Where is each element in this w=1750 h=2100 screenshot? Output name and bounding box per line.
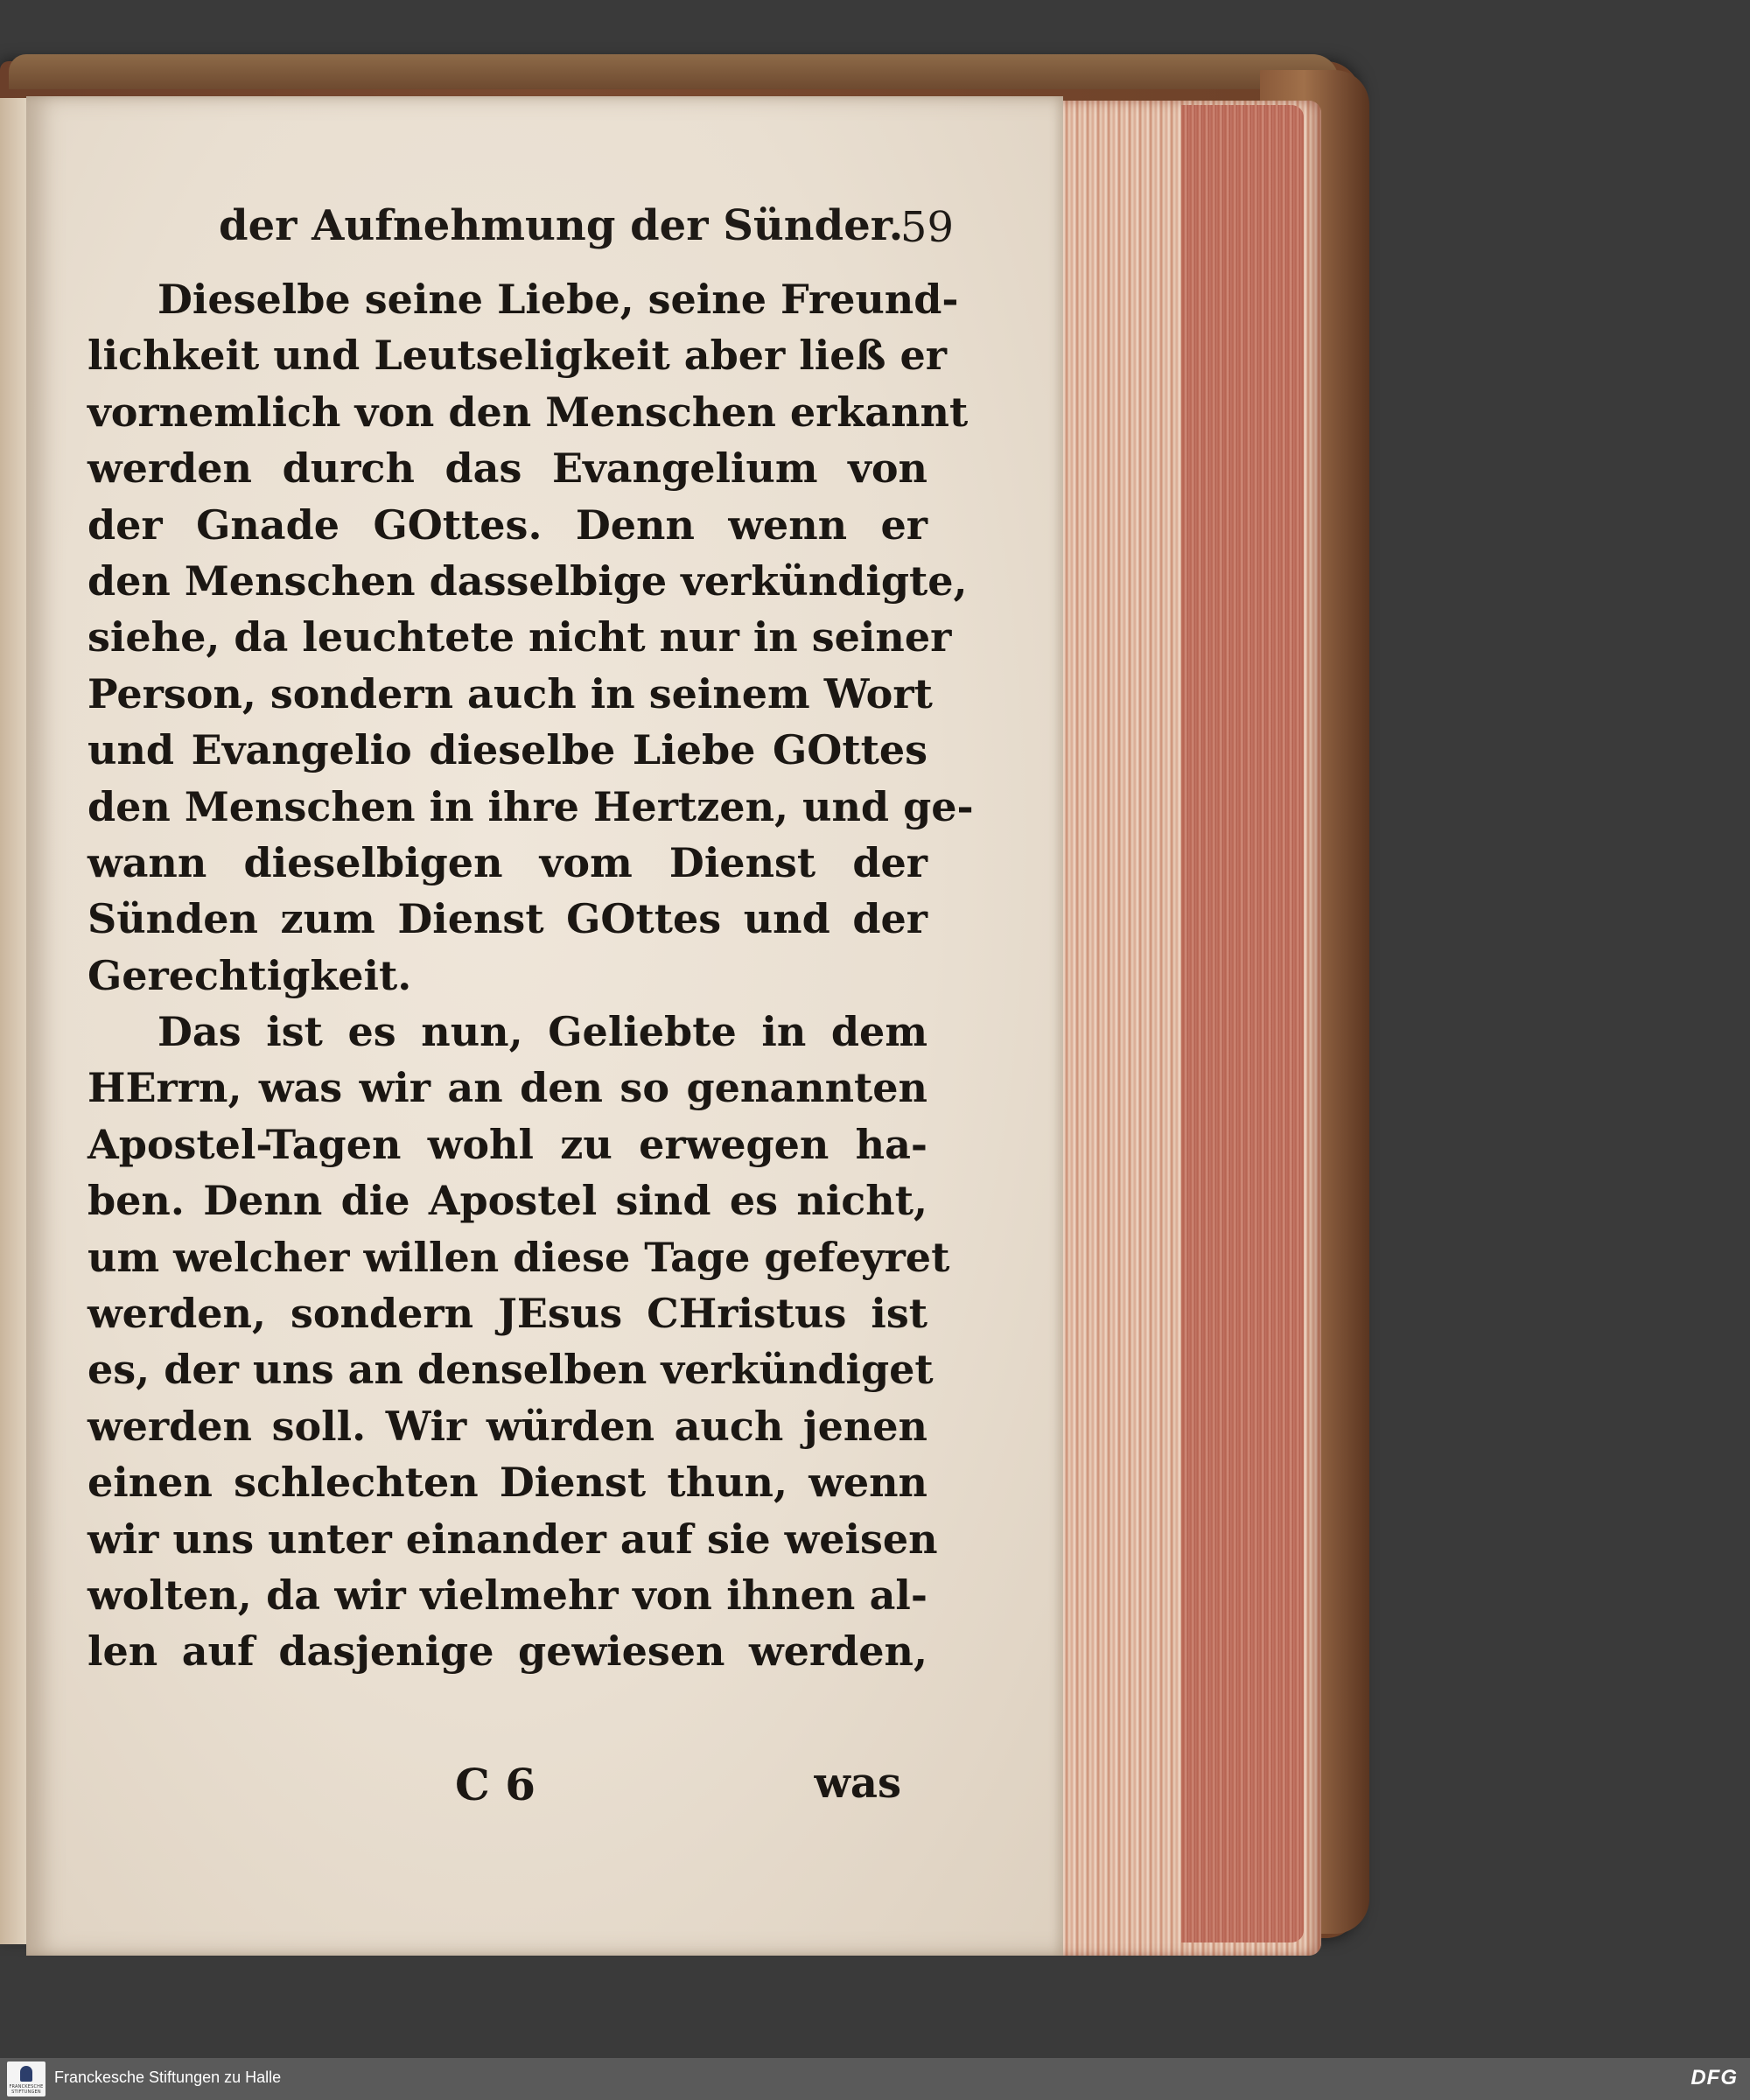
text-line: HErrn, was wir an den so genannten — [88, 1064, 928, 1112]
text-line: Sünden zum Dienst GOttes und der — [88, 895, 928, 943]
text-line: len auf dasjenige gewiesen werden, — [88, 1628, 928, 1676]
logo-text: FRANCKESCHE STIFTUNGEN — [9, 2084, 44, 2095]
text-line: lichkeit und Leutseligkeit aber ließ er — [88, 332, 947, 380]
body-text — [88, 271, 974, 1680]
text-line: den Menschen dasselbige verkündigte, — [88, 556, 968, 605]
text-line: ben. Denn die Apostel sind es nicht, — [88, 1177, 928, 1225]
page-header — [219, 201, 954, 271]
text-line: werden, sondern JEsus CHristus ist — [88, 1290, 928, 1338]
red-page-edges — [1181, 105, 1304, 1942]
text-line: Apostel-Tagen wohl zu erwegen ha- — [88, 1120, 928, 1168]
text-line: werden soll. Wir würden auch jenen — [88, 1402, 928, 1450]
text-line: Das ist es nun, Geliebte in dem — [158, 1008, 928, 1056]
page-number: 59 — [900, 203, 954, 252]
text-line: den Menschen in ihre Hertzen, und ge- — [88, 782, 974, 830]
text-line: der Gnade GOttes. Denn wenn er — [88, 500, 928, 549]
text-line: vornemlich von den Menschen erkannt — [88, 388, 969, 436]
text-line: und Evangelio dieselbe Liebe GOttes — [88, 726, 928, 774]
book-cover-top-edge — [9, 54, 1339, 89]
page-footer — [88, 1759, 901, 1829]
catchword: was — [814, 1759, 901, 1808]
text-line: es, der uns an denselben verkündiget — [88, 1346, 934, 1394]
text-line: wir uns unter einander auf sie weisen — [88, 1515, 938, 1563]
text-line: Dieselbe seine Liebe, seine Freund- — [158, 276, 959, 323]
text-line: Person, sondern auch in seinem Wort — [88, 669, 933, 718]
credit-bar — [0, 2058, 1750, 2100]
text-line: werden durch das Evangelium von — [88, 444, 928, 493]
institution-logo-icon — [7, 2062, 46, 2096]
running-head: der Aufnehmung der Sünder. — [219, 201, 904, 250]
institution-name: Franckesche Stiftungen zu Halle — [54, 2068, 282, 2086]
funder-logo: DFG — [1690, 2066, 1738, 2090]
text-line: wolten, da wir vielmehr von ihnen al- — [88, 1571, 928, 1619]
text-line: wann dieselbigen vom Dienst der — [88, 838, 928, 886]
signature-mark: C 6 — [455, 1759, 536, 1810]
text-line: um welcher willen diese Tage gefeyret — [88, 1233, 950, 1281]
text-line: Gerechtigkeit. — [88, 951, 412, 999]
logo-mark — [20, 2066, 32, 2082]
text-line: einen schlechten Dienst thun, wenn — [88, 1459, 928, 1507]
text-line: siehe, da leuchtete nicht nur in seiner — [88, 613, 952, 662]
